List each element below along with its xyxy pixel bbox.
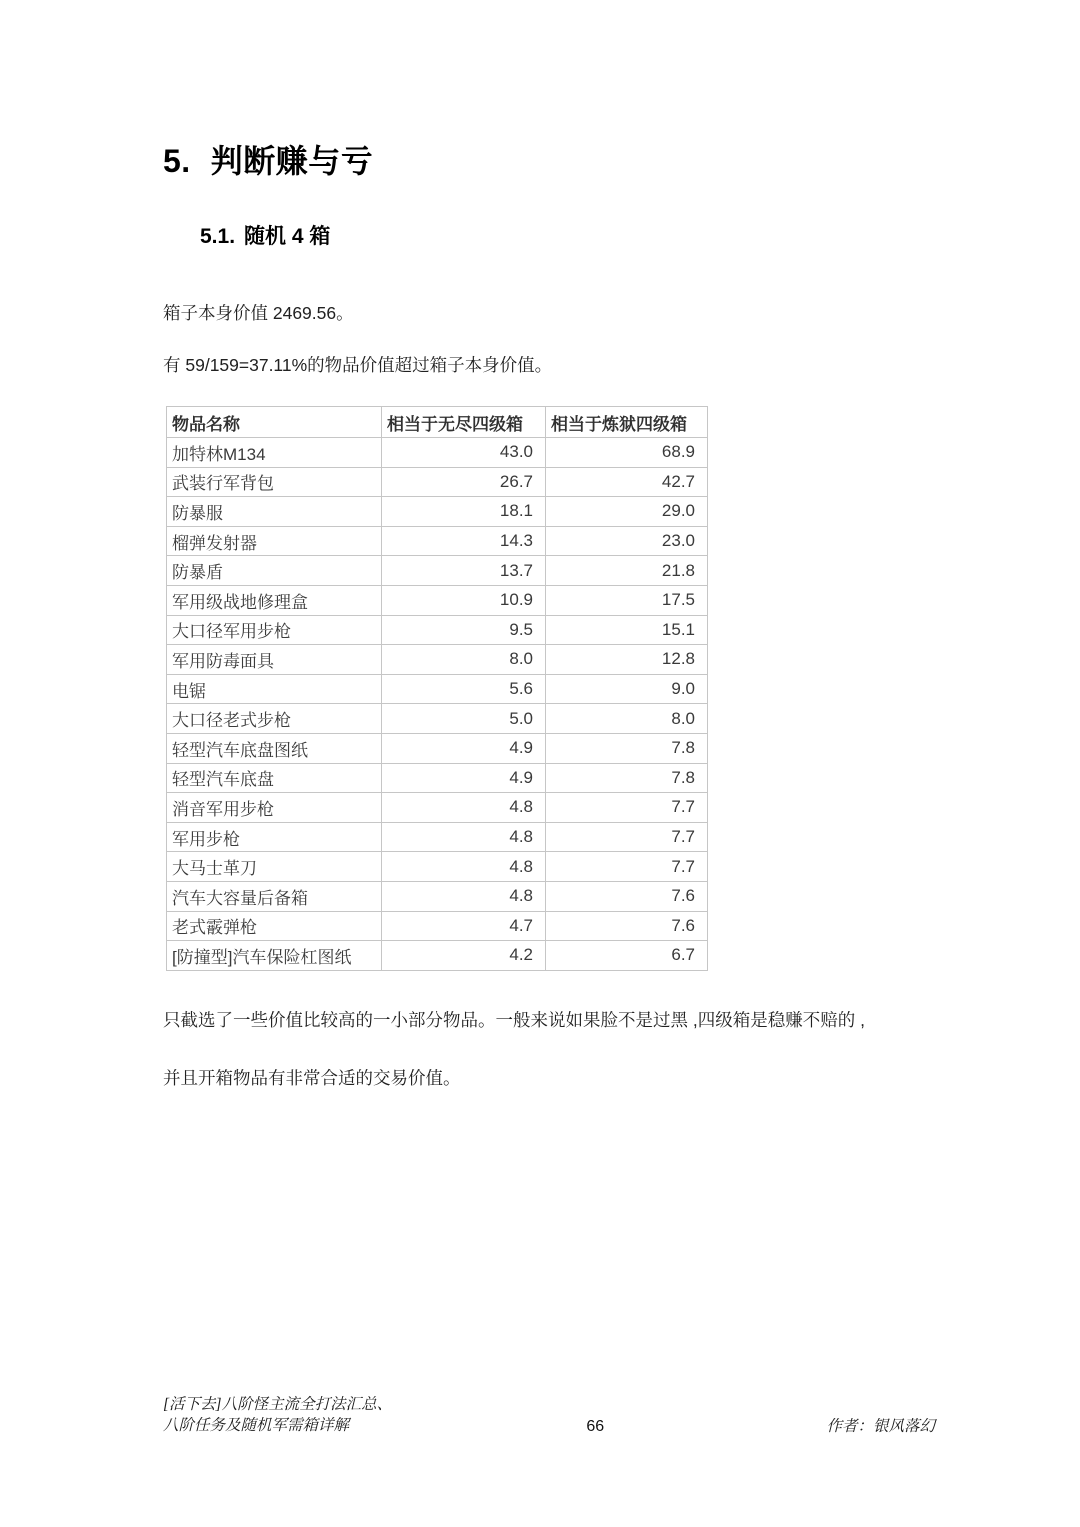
item-value-cell: 8.0 [382, 645, 546, 675]
table-row [167, 911, 708, 941]
item-name-cell: 军用步枪 [167, 822, 382, 852]
item-value-cell: 5.6 [382, 674, 546, 704]
paragraph-box-value: 箱子本身价值 2469.56。 [163, 303, 354, 323]
item-name-cell: 防暴盾 [167, 556, 382, 586]
item-value-cell: 5.0 [382, 704, 546, 734]
item-value-cell: 4.8 [382, 881, 546, 911]
table-row [167, 615, 708, 645]
table-row [167, 526, 708, 556]
table-row [167, 822, 708, 852]
table-row [167, 733, 708, 763]
item-value-cell: 10.9 [382, 585, 546, 615]
table-row [167, 674, 708, 704]
table-row [167, 645, 708, 675]
item-value-cell: 13.7 [382, 556, 546, 586]
paragraph-percentage: 有 59/159=37.11%的物品价值超过箱子本身价值。 [163, 355, 553, 375]
item-value-cell: 8.0 [546, 704, 708, 734]
item-name-cell: 防暴服 [167, 497, 382, 527]
item-value-cell: 43.0 [382, 438, 546, 468]
footer-title-line1: [活下去]八阶怪主流全打法汇总、 [163, 1396, 393, 1413]
column-header-endless-crate: 相当于无尽四级箱 [382, 407, 546, 438]
item-value-cell: 14.3 [382, 526, 546, 556]
item-name-cell: 军用防毒面具 [167, 645, 382, 675]
table-row [167, 881, 708, 911]
item-table-body [167, 438, 708, 971]
item-name-cell: 榴弹发射器 [167, 526, 382, 556]
page-footer [163, 1394, 935, 1436]
table-header-row [167, 407, 708, 438]
item-name-cell: 军用级战地修理盒 [167, 585, 382, 615]
section-heading-number: 5. [163, 143, 191, 179]
item-name-cell: 大马士革刀 [167, 852, 382, 882]
item-name-cell: 大口径军用步枪 [167, 615, 382, 645]
footer-author: 作者：银风落幻 [826, 1418, 935, 1435]
item-value-cell: 9.0 [546, 674, 708, 704]
item-value-cell: 7.7 [546, 852, 708, 882]
item-value-cell: 7.6 [546, 911, 708, 941]
column-header-item-name: 物品名称 [167, 407, 382, 438]
section-subheading-number: 5.1. [200, 225, 236, 248]
table-row [167, 704, 708, 734]
paragraph-note-line2: 并且开箱物品有非常合适的交易价值。 [163, 1068, 461, 1088]
paragraph-note-line1: 只截选了一些价值比较高的一小部分物品。一般来说如果脸不是过黑 ,四级箱是稳赚不赔的 , [163, 1010, 865, 1030]
item-name-cell: 消音军用步枪 [167, 793, 382, 823]
item-value-cell: 18.1 [382, 497, 546, 527]
item-name-cell: 老式霰弹枪 [167, 911, 382, 941]
item-value-cell: 23.0 [546, 526, 708, 556]
item-value-cell: 29.0 [546, 497, 708, 527]
item-value-cell: 21.8 [546, 556, 708, 586]
item-name-cell: 轻型汽车底盘图纸 [167, 733, 382, 763]
item-value-cell: 68.9 [546, 438, 708, 468]
item-value-cell: 15.1 [546, 615, 708, 645]
footer-title-line2: 八阶任务及随机军需箱详解 [163, 1417, 350, 1434]
item-value-cell: 9.5 [382, 615, 546, 645]
table-row [167, 852, 708, 882]
item-name-cell: [防撞型]汽车保险杠图纸 [167, 941, 382, 971]
item-value-cell: 7.6 [546, 881, 708, 911]
item-name-cell: 武装行军背包 [167, 467, 382, 497]
section-subheading [200, 220, 330, 250]
item-value-cell: 4.9 [382, 733, 546, 763]
item-value-cell: 7.7 [546, 793, 708, 823]
item-value-cell: 4.2 [382, 941, 546, 971]
item-value-cell: 7.8 [546, 763, 708, 793]
column-header-purgatory-crate: 相当于炼狱四级箱 [546, 407, 708, 438]
item-value-cell: 6.7 [546, 941, 708, 971]
table-row [167, 585, 708, 615]
section-heading-text: 判断赚与亏 [210, 143, 374, 179]
table-row [167, 497, 708, 527]
item-value-table [166, 406, 708, 971]
item-name-cell: 电锯 [167, 674, 382, 704]
item-value-cell: 7.7 [546, 822, 708, 852]
item-value-cell: 4.9 [382, 763, 546, 793]
table-row [167, 793, 708, 823]
table-row [167, 438, 708, 468]
item-value-cell: 4.7 [382, 911, 546, 941]
table-row [167, 556, 708, 586]
section-heading [163, 136, 373, 182]
item-value-cell: 4.8 [382, 822, 546, 852]
item-value-cell: 17.5 [546, 585, 708, 615]
item-name-cell: 加特林M134 [167, 438, 382, 468]
footer-document-title [163, 1394, 392, 1436]
item-value-cell: 4.8 [382, 852, 546, 882]
item-name-cell: 轻型汽车底盘 [167, 763, 382, 793]
item-value-cell: 26.7 [382, 467, 546, 497]
table-row [167, 941, 708, 971]
item-value-cell: 4.8 [382, 793, 546, 823]
item-value-cell: 7.8 [546, 733, 708, 763]
table-row [167, 763, 708, 793]
item-value-cell: 42.7 [546, 467, 708, 497]
item-name-cell: 大口径老式步枪 [167, 704, 382, 734]
footer-page-number: 66 [586, 1418, 605, 1435]
item-name-cell: 汽车大容量后备箱 [167, 881, 382, 911]
table-row [167, 467, 708, 497]
item-value-cell: 12.8 [546, 645, 708, 675]
section-subheading-text: 随机 4 箱 [244, 225, 331, 248]
